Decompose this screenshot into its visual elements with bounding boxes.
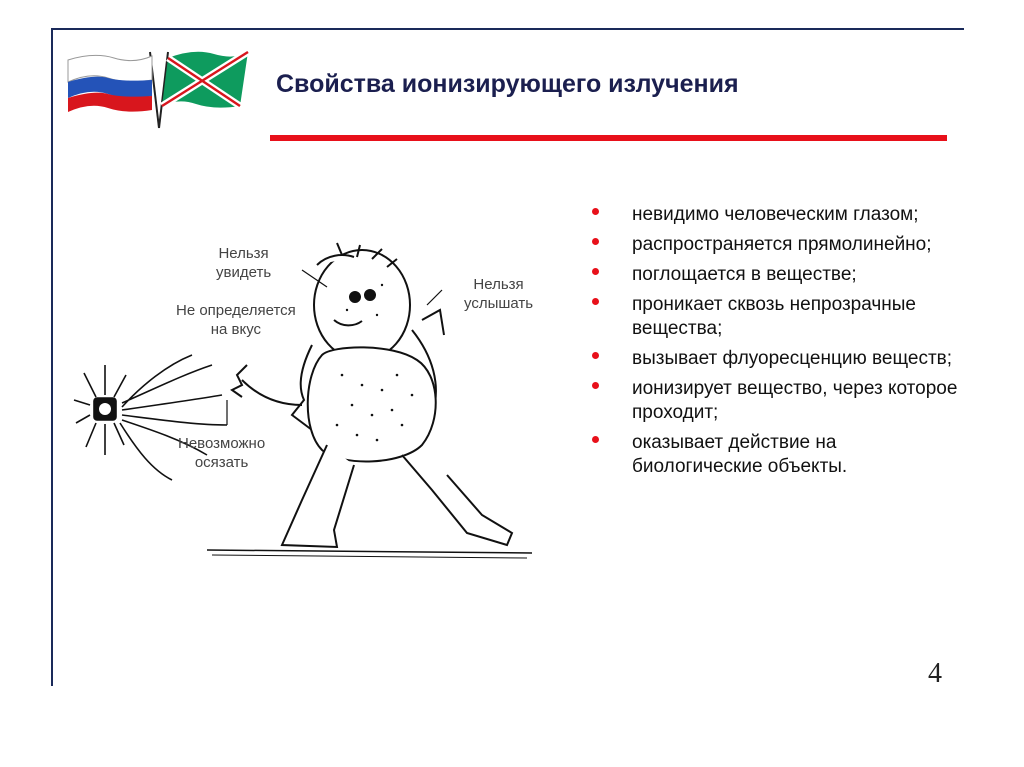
list-item: поглощается в веществе; bbox=[588, 263, 958, 287]
bullet-dot-icon bbox=[592, 436, 599, 443]
title-underline bbox=[270, 135, 947, 141]
bullet-dot-icon bbox=[592, 298, 599, 305]
list-item: невидимо человеческим глазом; bbox=[588, 203, 958, 227]
label-cannot-hear: Нельзя услышать bbox=[464, 276, 534, 312]
list-item: оказывает действие на биологические объекты. bbox=[588, 431, 958, 479]
bullet-dot-icon bbox=[592, 238, 599, 245]
radiation-cartoon bbox=[72, 215, 572, 565]
label-no-taste: Не определяется на вкус bbox=[176, 302, 296, 338]
flags-logo bbox=[64, 44, 254, 134]
bullet-dot-icon bbox=[592, 382, 599, 389]
page-number: 4 bbox=[928, 658, 942, 689]
list-item: вызывает флуоресценцию веществ; bbox=[588, 347, 958, 371]
bullet-dot-icon bbox=[592, 208, 599, 215]
bullet-dot-icon bbox=[592, 268, 599, 275]
bullet-dot-icon bbox=[592, 352, 599, 359]
label-cannot-touch: Невозможно осязать bbox=[178, 435, 266, 471]
list-item: ионизирует вещество, через которое проходит; bbox=[588, 377, 958, 425]
slide-title: Свойства ионизирующего излучения bbox=[276, 70, 739, 98]
list-item: проникает сквозь непрозрачные вещества; bbox=[588, 293, 958, 341]
slide-frame-top bbox=[51, 28, 964, 30]
slide-frame-left bbox=[51, 28, 53, 686]
list-item: распространяется прямолинейно; bbox=[588, 233, 958, 257]
properties-list bbox=[588, 203, 958, 485]
label-cannot-see: Нельзя увидеть bbox=[216, 245, 272, 281]
